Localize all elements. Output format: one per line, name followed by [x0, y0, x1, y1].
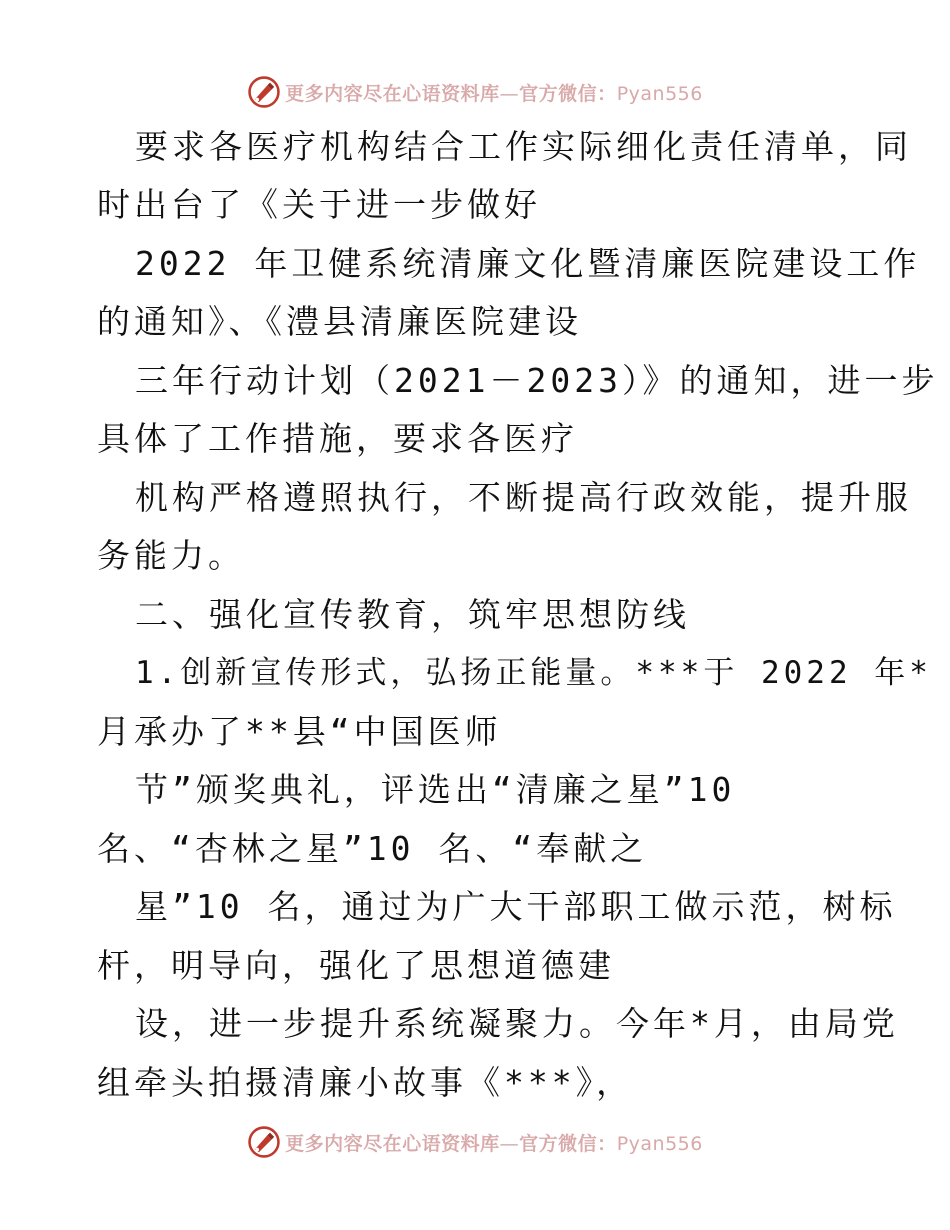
body-line: 三年行动计划（2021－2023）》的通知，进一步 — [135, 361, 939, 400]
pen-logo-icon — [247, 1125, 281, 1159]
watermark-label: 官方微信： — [519, 1132, 617, 1155]
watermark-text — [285, 1129, 703, 1156]
watermark-text — [285, 79, 703, 106]
body-line: 杆，明导向，强化了思想道德建 — [97, 946, 615, 985]
body-line: 月承办了**县“中国医师 — [97, 712, 502, 751]
watermark-wechat-id: Pyan556 — [616, 1132, 703, 1155]
body-line: 要求各医疗机构结合工作实际细化责任清单，同 — [135, 127, 912, 166]
header-watermark — [0, 72, 950, 112]
body-line: 名、“杏林之星”10 名、“奉献之 — [97, 829, 648, 868]
body-line: 1.创新宣传形式，弘扬正能量。***于 2022 年* — [135, 655, 932, 691]
footer-watermark — [0, 1122, 950, 1162]
watermark-separator: — — [499, 1132, 520, 1155]
body-line: 时出台了《关于进一步做好 — [97, 185, 541, 224]
section-heading: 二、强化宣传教育，筑牢思想防线 — [135, 595, 690, 634]
body-line: 的通知》、《澧县清廉医院建设 — [97, 302, 582, 341]
body-line: 节”颁奖典礼，评选出“清廉之星”10 — [135, 770, 736, 809]
pen-logo-icon — [247, 75, 281, 109]
watermark-brand: 更多内容尽在心语资料库 — [285, 82, 500, 105]
body-line: 2022 年卫健系统清廉文化暨清廉医院建设工作 — [135, 244, 921, 283]
body-line: 设，进一步提升系统凝聚力。今年*月，由局党 — [135, 1004, 899, 1043]
body-line: 机构严格遵照执行，不断提高行政效能，提升服 — [135, 478, 912, 517]
watermark-label: 官方微信： — [519, 82, 617, 105]
body-line: 星”10 名，通过为广大干部职工做示范，树标 — [135, 887, 897, 926]
watermark-separator: — — [499, 82, 520, 105]
body-line: 具体了工作措施，要求各医疗 — [97, 419, 578, 458]
watermark-brand: 更多内容尽在心语资料库 — [285, 1132, 500, 1155]
watermark-wechat-id: Pyan556 — [616, 82, 703, 105]
body-line: 务能力。 — [97, 536, 245, 575]
body-line: 组牵头拍摄清廉小故事《***》， — [97, 1063, 634, 1102]
